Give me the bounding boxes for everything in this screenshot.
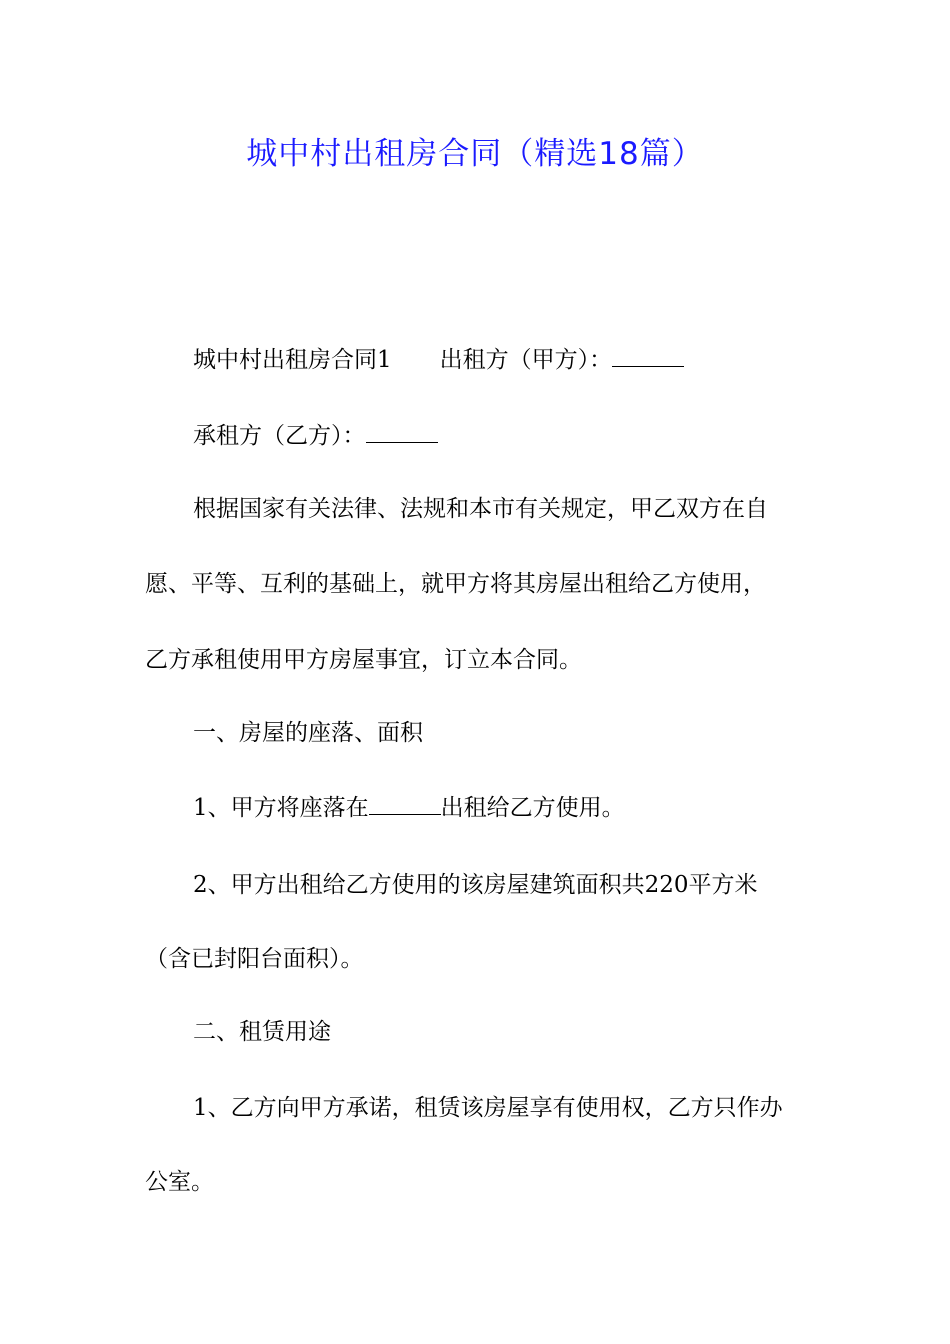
contract-heading: 城中村出租房合同1 — [193, 347, 392, 373]
paragraph-line — [193, 421, 863, 451]
paragraph-line — [193, 793, 863, 823]
lessor-blank — [612, 346, 684, 367]
clause-text: 1、甲方将座落在 — [193, 795, 369, 821]
section-heading: 二、租赁用途 — [193, 1019, 331, 1045]
section-heading: 一、房屋的座落、面积 — [193, 720, 423, 746]
lessee-label: 承租方（乙方）： — [193, 423, 366, 449]
paragraph-line: 2、甲方出租给乙方使用的该房屋建筑面积共220平方米 — [193, 872, 758, 898]
paragraph-line: 根据国家有关法律、法规和本市有关规定，甲乙双方在自 — [193, 496, 768, 522]
paragraph-line: 乙方承租使用甲方房屋事宜，订立本合同。 — [145, 647, 582, 673]
document-title: 城中村出租房合同（精选18篇） — [246, 136, 704, 172]
paragraph-line: 愿、平等、互利的基础上，就甲方将其房屋出租给乙方使用， — [145, 571, 766, 597]
clause-text: 出租给乙方使用。 — [440, 795, 625, 821]
lessor-label: 出租方（甲方）： — [439, 347, 613, 373]
paragraph-line: （含已封阳台面积）。 — [145, 946, 364, 972]
paragraph-line: 1、乙方向甲方承诺，租赁该房屋享有使用权，乙方只作办 — [193, 1095, 783, 1121]
location-blank — [369, 794, 441, 815]
paragraph-line: 公室。 — [145, 1169, 214, 1195]
paragraph-line — [193, 345, 863, 375]
lessee-blank — [366, 422, 438, 443]
